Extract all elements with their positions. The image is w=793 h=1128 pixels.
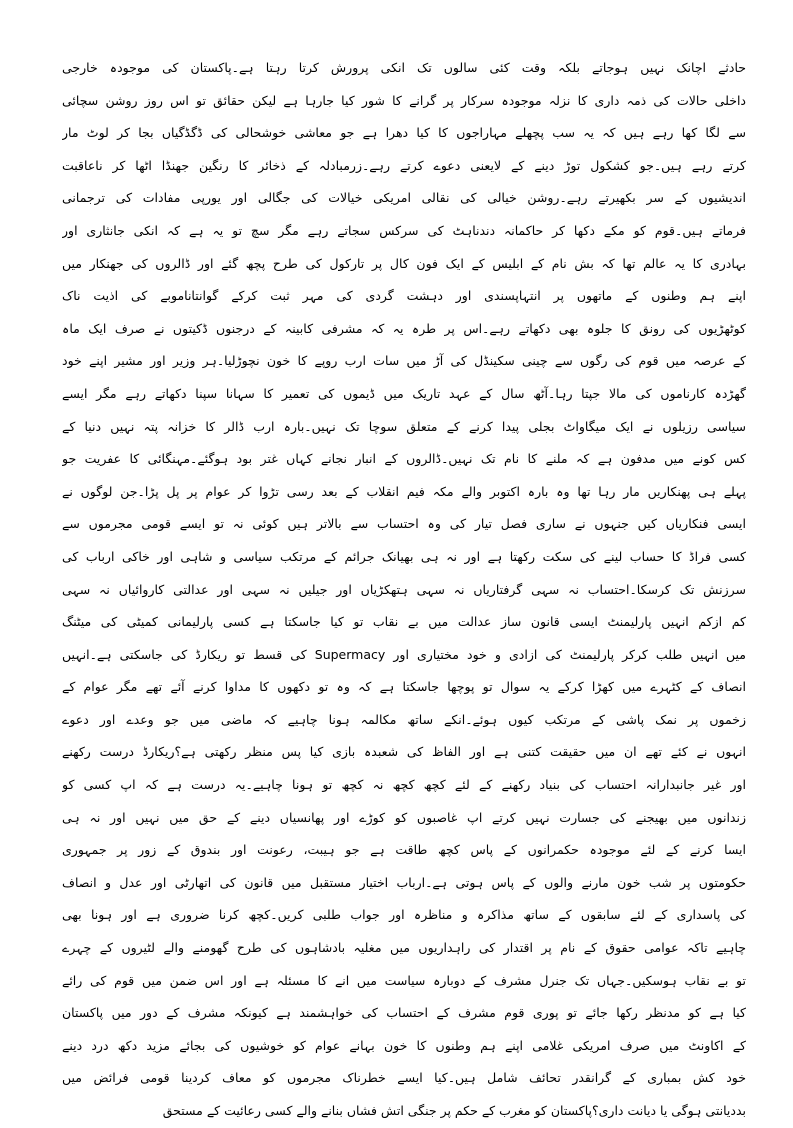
text-line: زندانوں میں بھیجنے کی جسارت نہیں کرتے اپ غاصبوں کو کوڑے اور پھانسیاں دینے کے حق میں نہیں اور نہ ہی — [62, 809, 746, 825]
text-line: بددیانتی ہوگی یا دیانت داری؟پاکستان کو مغرب کے حکم پر جنگی اتش فشاں بنانے والے کسی رعائیت کے مستحق — [162, 1103, 746, 1118]
text-line: بہادری کا یہ عالم تھا کہ بش نام کے ابلیس کے ایک فون کال پر تارکول کی طرح پچھ گئے اور ڈالروں کی جھنکار میں — [62, 255, 746, 271]
text-line: انہوں نے کئے تھے ان میں حقیقت کتنی ہے اور الفاظ کی شعبدہ بازی کیا پس منظر رکھتی ہے؟ریکارڈ درست رکھنے — [62, 744, 746, 760]
text-line: داخلی حالات کی ذمہ داری کا نزلہ موجودہ سرکار پر گرانے کا شور کیا جارہا ہے لیکن حقائق تو اس روز روشن سچائی — [62, 92, 746, 108]
article-body — [62, 52, 746, 1128]
text-line: ایسا کرنے کے لئے موجودہ حکمرانوں کے پاس کچھ طاقت ہے جو ہیبت، رعونت اور بندوق کے زور پر جمہوری — [62, 842, 746, 858]
text-line: پہلے ہی پھنکاریں مار رہا تھا وہ بارہ اکتوبر والے مکہ فیم انقلاب کے بعد رسی تڑوا کر عوام پر پل پڑا۔جن لوگوں نے — [62, 483, 746, 499]
text-line: میں انہیں طلب کرکر پارلیمنٹ کی ازادی و خود مختیاری اور Supermacy کی قسط تو ریکارڈ کی جاسکتی ہے۔انہیں — [62, 646, 746, 662]
text-line: تو بے نقاب ہوسکیں۔جہاں تک جنرل مشرف کے دوبارہ سیاست میں انے کا مسئلہ ہے اور اس ضمن میں قوم کی رائے — [62, 972, 746, 988]
text-line: چاہیے تاکہ عوامی حقوق کے نام پر اقتدار کی راہداریوں میں مغلیہ بادشاہوں کی طرح گھومنے والے لٹیروں کے چہرے — [62, 940, 746, 956]
text-line: سرزنش تک کرسکا۔احتساب نہ سہی گرفتاریاں نہ سہی ہتھکڑیاں اور جیلیں نہ سہی اور عدالتی کاروائیاں نہ سہی — [62, 581, 746, 597]
text-line: کس کونے میں مدفون ہے کہ ملنے کا نام تک نہیں۔ڈالروں کے انبار نجانے کہاں غتر بود ہوگئے۔مہنگائی کا عفریت جو — [62, 451, 746, 467]
text-line: خود کش بمباری کے گرانقدر تحائف شامل ہیں۔کیا ایسے خطرناک مجرموں کو معاف کردینا قومی فرائض میں — [62, 1070, 746, 1086]
text-line: فرماتے ہیں۔قوم کو مکے دکھا کر حاکمانہ دندناہٹ کی سرکس سجاتے رہے مگر سچ تو یہ ہے کہ انکی جانثاری اور — [62, 222, 746, 238]
text-line: اپنے ہم وطنوں کے ماتھوں پر انتہاپسندی اور دہشت گردی کی مہر ثبت کرکے گوانتاناموبے کی اذیت ناک — [62, 288, 746, 304]
text-line: ایسی فنکاریاں کیں جنہوں نے ساری فصل تیار کی وہ احتساب سے بالاتر ہیں کوئی نہ تو ایسے قومی مجرموں سے — [62, 516, 746, 532]
text-line: گھڑدہ کارناموں کی مالا جپتا رہا۔آٹھ سال کے عہد تاریک میں ڈیموں کی تعمیر کا سہانا سپنا دکھاتے رہے مگر ایسے — [62, 385, 746, 401]
text-line: حکومتوں پر شب خون مارنے والوں کے پاس ہوتی ہے۔ارباب اختیار مستقبل میں قانون کی اتھارٹی اور عدل و انصاف — [62, 874, 746, 890]
text-line: کے اکاونٹ میں صرف امریکی غلامی اپنے ہم وطنوں کا خون بہانے عوام کو خوشیوں کی بجائے مزید دکھ درد دینے — [62, 1037, 746, 1053]
text-line: کم ازکم انہیں پارلیمنٹ ایسی قانون ساز عدالت میں بے نقاب تو کیا جاسکتا ہے کسی پارلیمانی کمیٹی کی میٹنگ — [62, 614, 746, 630]
text-line: کسی فراڈ کا حساب لینے کی سکت رکھتا ہے اور نہ ہی بھیانک جرائم کے مرتکب سیاسی و شاہی اور خاکی ارباب کی — [62, 548, 746, 564]
text-line: سیاسی رزیلوں نے ایک میگاواٹ بجلی پیدا کرنے کے متعلق سوچا تک نہیں۔بارہ ارب ڈالر کا خزانہ پتہ نہیں دنیا کے — [62, 418, 746, 434]
text-line: کی پاسداری کے لئے سابقوں کے ساتھ مذاکرہ و مناظرہ اور جواب طلبی کریں۔کچھ کرنا ضروری ہے اور ہونا بھی — [62, 907, 746, 923]
text-line: زخموں پر نمک پاشی کے مرتکب کیوں ہوئے۔انکے ساتھ مکالمہ ہونا چاہیے کہ ماضی میں جو وعدے اور دعوے — [62, 711, 746, 727]
text-line: انصاف کے کٹہرے میں کھڑا کرکے یہ سوال تو پوچھا جاسکتا ہے کہ وہ تو دکھوں کا مداوا کرنے آئے تھے مگر عوام کے — [62, 679, 746, 695]
text-line: اور غیر جانبدارانہ احتساب کی بنیاد رکھنے کے لئے کچھ کچھ نہ کچھ تو ہونا چاہیے۔یہ درست ہے کہ اپ کسی کو — [62, 777, 746, 793]
text-line: کوٹھڑیوں کی رونق کا جلوہ بھی دکھاتے رہے۔اس پر طرہ یہ کہ مشرفی کابینہ کے درجنوں ڈکیتوں نے صرف ایک ماہ — [62, 320, 746, 336]
text-line: کیا ہے کو مدنظر رکھا جائے تو پوری قوم مشرف کے احتساب کی خواہشمند ہے کیونکہ مشرف کے دور میں پاکستان — [62, 1005, 746, 1021]
text-line: اندیشیوں کے سر بکھیرتے رہے۔روشن خیالی کی نقالی امریکی خیالات کی جگالی اور یورپی مفادات کی ترجمانی — [62, 190, 746, 206]
text-line: حادثے اچانک نہیں ہوجاتے بلکہ وقت کئی سالوں تک انکی پرورش کرتا رہتا ہے۔پاکستان کی موجودہ خارجی — [62, 60, 746, 75]
text-line: سے لگا کھا رہے ہیں کہ یہ سب پچھلے مہاراجوں کا کیا دھرا ہے جو معاشی خوشحالی کی ڈگڈگیاں بجا کر لوٹ مار — [62, 125, 746, 141]
text-line: کے عرصہ میں قوم کی رگوں سے چینی سکینڈل کی آڑ میں سات ارب روپے کا خون نچوڑلیا۔ہر وزیر اور مشیر اپنے خود — [62, 353, 746, 369]
text-line: کرتے رہے ہیں۔جو کشکول توڑ دینے کے لایعنی دعوے کرتے رہے۔زرمبادلہ کے ذخائر کا رنگین جھنڈا اٹھا کر ناعاقبت — [62, 157, 746, 173]
